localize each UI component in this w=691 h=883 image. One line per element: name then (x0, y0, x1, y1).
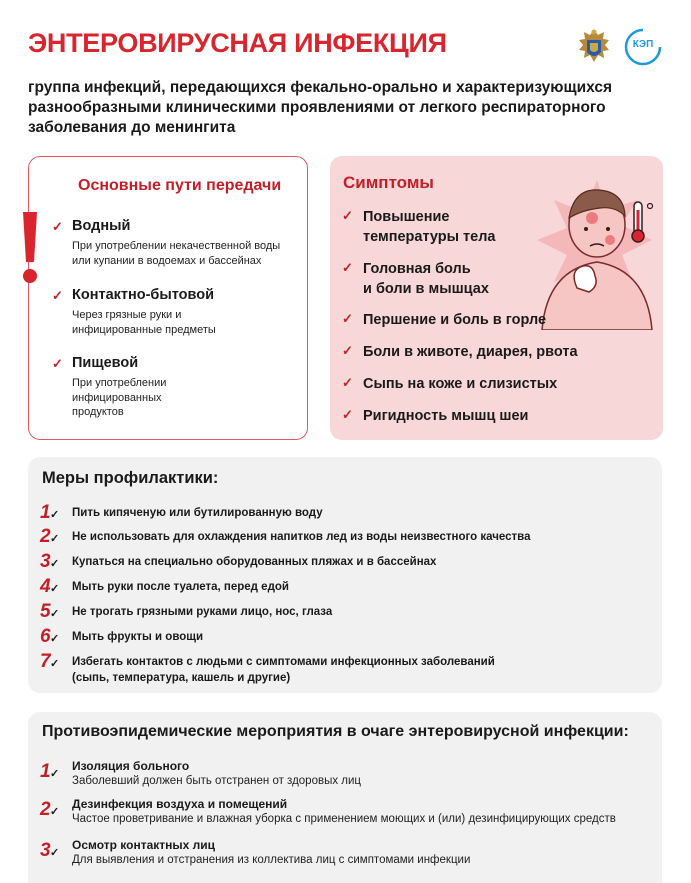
check-icon: ✓ (50, 533, 60, 545)
item-number: 3 (40, 551, 51, 572)
transmission-item-head: Водный (72, 218, 131, 234)
prevention-item-text: Не трогать грязными руками лицо, нос, глаза (72, 606, 333, 618)
check-icon: ✓ (342, 343, 353, 358)
exclamation-icon (18, 210, 42, 285)
transmission-title: Основные пути передачи (78, 177, 282, 194)
item-number: 4 (40, 576, 51, 597)
emblem-icon (574, 26, 614, 68)
prevention-title: Меры профилактики: (42, 469, 219, 487)
item-number: 3 (40, 840, 51, 861)
item-number: 2 (40, 526, 51, 547)
prevention-item-text: Избегать контактов с людьми с симптомами инфекционных заболеваний (72, 656, 495, 668)
check-icon: ✓ (50, 768, 60, 780)
prevention-item-text: (сыпь, температура, кашель и другие) (72, 671, 291, 684)
anti-epidemic-item-head: Осмотр контактных лиц (72, 838, 216, 852)
transmission-item-desc: Через грязные руки и инфицированные предметы (72, 309, 216, 336)
check-icon: ✓ (50, 806, 60, 818)
item-number: 2 (40, 799, 51, 820)
prevention-item-text: Пить кипяченую или бутилированную воду (72, 507, 323, 519)
symptom-line: Ригидность мышц шеи (363, 408, 529, 424)
check-icon: ✓ (52, 356, 63, 371)
symptom-line: Першение и боль в горле (363, 312, 547, 328)
sick-person-icon (522, 170, 662, 330)
check-icon: ✓ (52, 219, 63, 234)
transmission-item-head: Пищевой (72, 355, 139, 371)
check-icon: ✓ (342, 260, 353, 275)
item-number: 6 (40, 626, 51, 647)
anti-epidemic-title: Противоэпидемические мероприятия в очаге энтеровирусной инфекции: (42, 723, 629, 740)
check-icon: ✓ (50, 558, 60, 570)
symptom-line: Боли в животе, диарея, рвота (363, 344, 578, 360)
check-icon: ✓ (342, 311, 353, 326)
anti-epidemic-item-desc: Для выявления и отстранения из коллектива лиц с симптомами инфекции (72, 854, 471, 866)
symptoms-title: Симптомы (343, 173, 434, 192)
check-icon: ✓ (52, 288, 63, 303)
prevention-item-text: Мыть фрукты и овощи (72, 631, 204, 643)
prevention-item-text: Не использовать для охлаждения напитков лед из воды неизвестного качества (72, 531, 531, 543)
check-icon: ✓ (342, 208, 353, 223)
thermometer-icon (632, 202, 653, 242)
item-number: 1 (40, 761, 51, 782)
anti-epidemic-item-desc: Частое проветривание и влажная уборка с применением моющих и (или) дезинфицирующих средств (72, 813, 616, 825)
prevention-item-text: Мыть руки после туалета, перед едой (72, 581, 289, 593)
symptom-line: Сыпь на коже и слизистых (363, 376, 558, 392)
check-icon: ✓ (50, 583, 60, 595)
anti-epidemic-item-head: Дезинфекция воздуха и помещений (72, 797, 288, 811)
check-icon: ✓ (342, 375, 353, 390)
kep-logo-text: КЭП (632, 39, 654, 50)
check-icon: ✓ (50, 658, 60, 670)
prevention-item-text: Купаться на специально оборудованных пляжах и в бассейнах (72, 556, 437, 568)
transmission-item-head: Контактно-бытовой (72, 287, 215, 303)
check-icon: ✓ (50, 509, 60, 521)
symptom-line: Головная боль (363, 261, 471, 277)
page-subtitle: группа инфекций, передающихся фекально-орально и характеризующихся разнообразными клиническими проявлениями от легкого респираторного заболевания до менингита (28, 79, 612, 136)
symptom-line: Повышение (363, 209, 450, 225)
transmission-item-desc: При употреблении инфицированных продуктов (72, 377, 167, 418)
item-number: 5 (40, 601, 51, 622)
symptom-line: температуры тела (363, 229, 496, 245)
check-icon: ✓ (50, 847, 60, 859)
transmission-item-desc: При употреблении некачественной воды или купании в водоемах и бассейнах (72, 240, 281, 267)
anti-epidemic-item-head: Изоляция больного (72, 759, 190, 773)
page-title: ЭНТЕРОВИРУСНАЯ ИНФЕКЦИЯ (28, 28, 447, 58)
check-icon: ✓ (50, 633, 60, 645)
anti-epidemic-item-desc: Заболевший должен быть отстранен от здоровых лиц (72, 775, 362, 787)
check-icon: ✓ (50, 608, 60, 620)
item-number: 7 (40, 651, 51, 672)
item-number: 1 (40, 502, 51, 523)
symptom-line: и боли в мышцах (363, 281, 489, 297)
check-icon: ✓ (342, 407, 353, 422)
